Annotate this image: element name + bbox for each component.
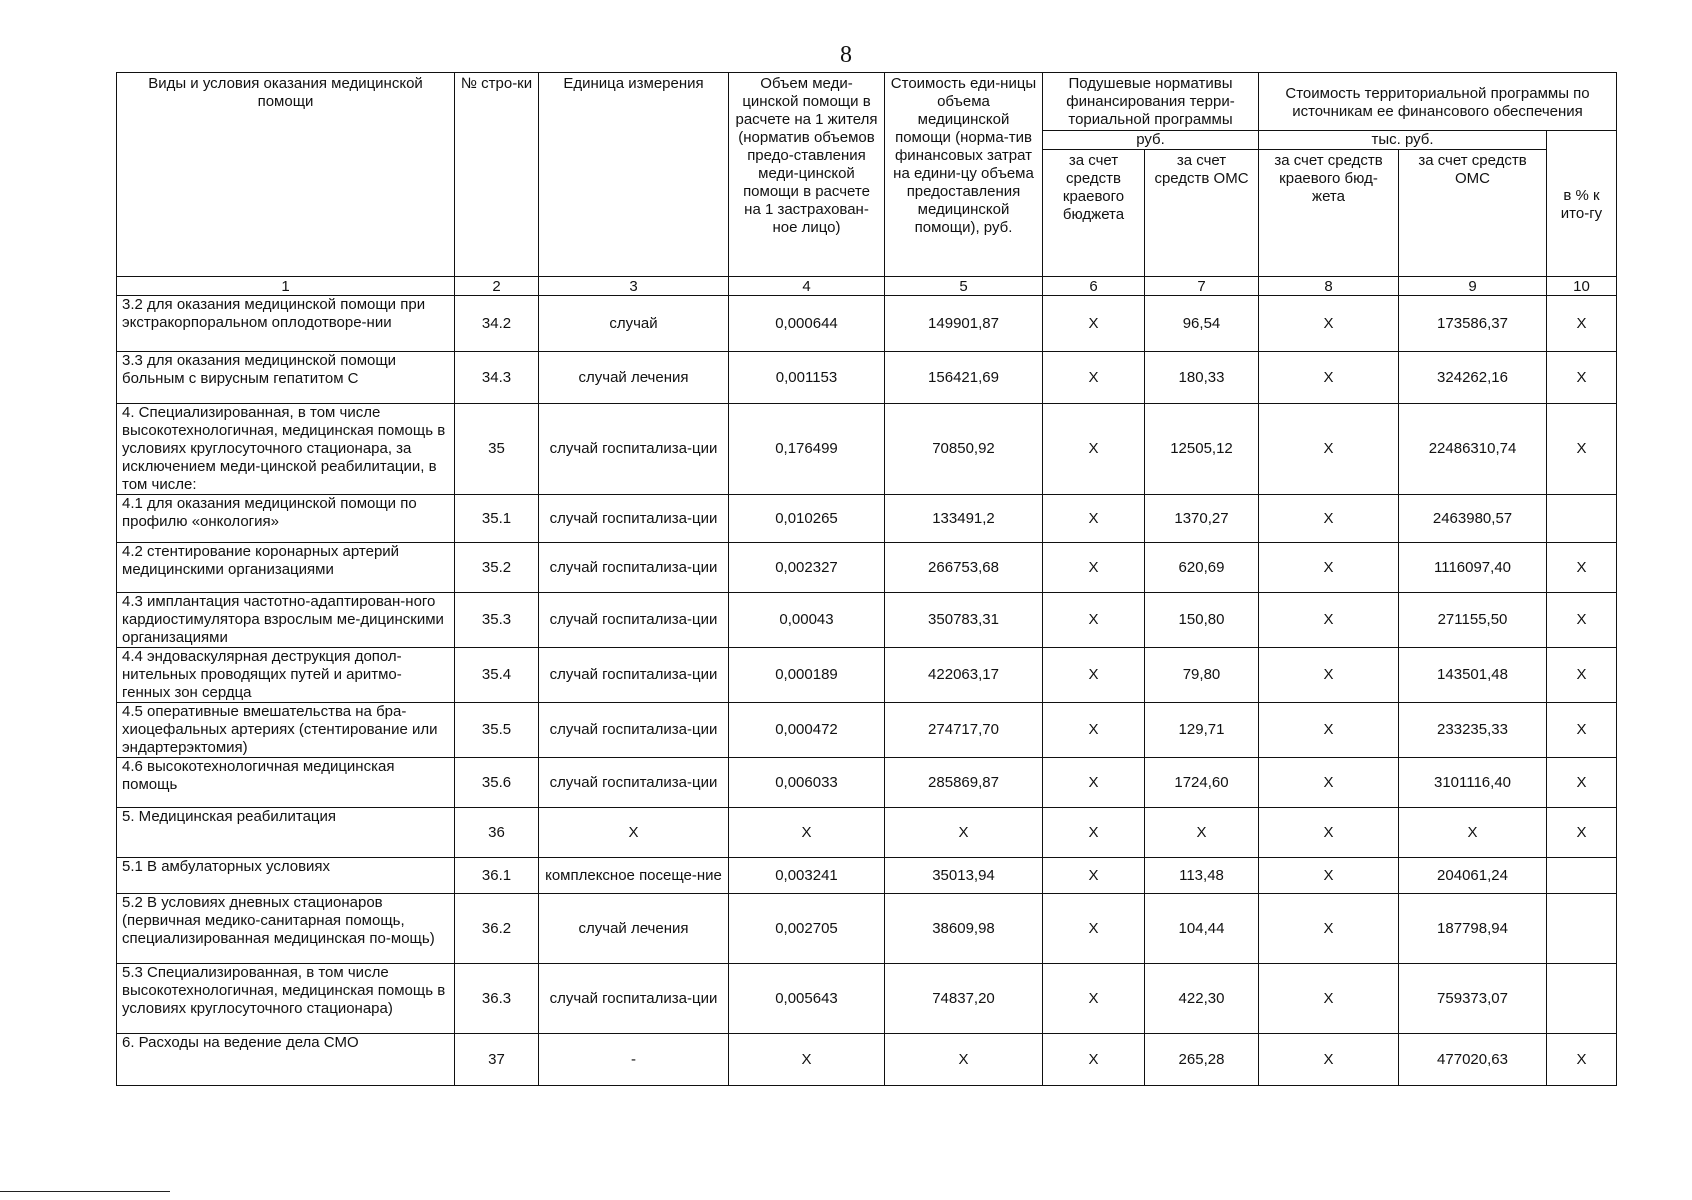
row-unit: случай госпитализа-ции bbox=[539, 404, 729, 495]
table-row bbox=[117, 352, 1617, 404]
row-percent bbox=[1547, 964, 1617, 1034]
row-unit: случай госпитализа-ции bbox=[539, 593, 729, 648]
row-oms-per-capita: 12505,12 bbox=[1145, 404, 1259, 495]
row-oms-per-capita: 620,69 bbox=[1145, 543, 1259, 593]
row-unit-cost: 350783,31 bbox=[885, 593, 1043, 648]
row-oms-total: 233235,33 bbox=[1399, 703, 1547, 758]
column-number: 7 bbox=[1145, 277, 1259, 296]
column-number: 9 bbox=[1399, 277, 1547, 296]
row-budget-per-capita: Х bbox=[1043, 543, 1145, 593]
row-oms-per-capita: 422,30 bbox=[1145, 964, 1259, 1034]
row-service-name: 4.6 высокотехнологичная медицинская помощь bbox=[117, 758, 455, 808]
row-budget-per-capita: Х bbox=[1043, 703, 1145, 758]
row-budget-per-capita: Х bbox=[1043, 495, 1145, 543]
row-unit: случай госпитализа-ции bbox=[539, 758, 729, 808]
table-row bbox=[117, 894, 1617, 964]
row-line-number: 34.2 bbox=[455, 296, 539, 352]
row-volume: 0,002327 bbox=[729, 543, 885, 593]
row-budget-per-capita: Х bbox=[1043, 808, 1145, 858]
row-line-number: 35.4 bbox=[455, 648, 539, 703]
table-row bbox=[117, 648, 1617, 703]
row-percent: Х bbox=[1547, 352, 1617, 404]
row-service-name: 5. Медицинская реабилитация bbox=[117, 808, 455, 858]
row-unit: случай лечения bbox=[539, 352, 729, 404]
financing-table bbox=[116, 72, 1617, 1086]
row-service-name: 5.2 В условиях дневных стационаров (первичная медико-санитарная помощь, специализированная медицинская по-мощь) bbox=[117, 894, 455, 964]
table-row bbox=[117, 593, 1617, 648]
row-oms-per-capita: Х bbox=[1145, 808, 1259, 858]
table-row bbox=[117, 296, 1617, 352]
row-budget-total: Х bbox=[1259, 543, 1399, 593]
row-budget-total: Х bbox=[1259, 495, 1399, 543]
row-budget-per-capita: Х bbox=[1043, 593, 1145, 648]
header-volume: Объем меди-цинской помощи в расчете на 1 жителя (норматив объемов предо-ставления меди-цинской помощи в расчете на 1 застрахован-ное лицо) bbox=[729, 73, 885, 277]
table-row bbox=[117, 404, 1617, 495]
row-budget-total: Х bbox=[1259, 296, 1399, 352]
header-per-capita-group: Подушевые нормативы финансирования терри-ториальной программы bbox=[1043, 73, 1259, 131]
row-budget-total: Х bbox=[1259, 352, 1399, 404]
row-volume: Х bbox=[729, 808, 885, 858]
row-percent: Х bbox=[1547, 648, 1617, 703]
row-oms-per-capita: 150,80 bbox=[1145, 593, 1259, 648]
row-percent bbox=[1547, 894, 1617, 964]
row-unit-cost: 70850,92 bbox=[885, 404, 1043, 495]
row-unit: случай госпитализа-ции bbox=[539, 703, 729, 758]
row-line-number: 35.1 bbox=[455, 495, 539, 543]
row-volume: 0,00043 bbox=[729, 593, 885, 648]
row-oms-total: 324262,16 bbox=[1399, 352, 1547, 404]
row-percent: Х bbox=[1547, 593, 1617, 648]
row-budget-total: Х bbox=[1259, 593, 1399, 648]
row-service-name: 3.3 для оказания медицинской помощи больным с вирусным гепатитом С bbox=[117, 352, 455, 404]
row-volume: 0,002705 bbox=[729, 894, 885, 964]
row-service-name: 4.4 эндоваскулярная деструкция допол-нительных проводящих путей и аритмо-генных зон сердца bbox=[117, 648, 455, 703]
row-budget-total: Х bbox=[1259, 894, 1399, 964]
row-oms-total: 3101116,40 bbox=[1399, 758, 1547, 808]
column-number: 4 bbox=[729, 277, 885, 296]
row-service-name: 5.1 В амбулаторных условиях bbox=[117, 858, 455, 894]
row-volume: 0,176499 bbox=[729, 404, 885, 495]
row-unit-cost: 422063,17 bbox=[885, 648, 1043, 703]
row-oms-total: 271155,50 bbox=[1399, 593, 1547, 648]
header-percent: в % к ито-гу bbox=[1547, 131, 1617, 277]
row-service-name: 3.2 для оказания медицинской помощи при экстракорпоральном оплодотворе-нии bbox=[117, 296, 455, 352]
header-unit-thousand-rub: тыс. руб. bbox=[1259, 131, 1547, 150]
table-row bbox=[117, 703, 1617, 758]
column-number: 10 bbox=[1547, 277, 1617, 296]
row-oms-total: 2463980,57 bbox=[1399, 495, 1547, 543]
row-line-number: 36.3 bbox=[455, 964, 539, 1034]
row-service-name: 6. Расходы на ведение дела СМО bbox=[117, 1034, 455, 1086]
row-line-number: 35.3 bbox=[455, 593, 539, 648]
row-budget-per-capita: Х bbox=[1043, 964, 1145, 1034]
row-volume: 0,000189 bbox=[729, 648, 885, 703]
row-oms-total: 759373,07 bbox=[1399, 964, 1547, 1034]
table-row bbox=[117, 543, 1617, 593]
table-row bbox=[117, 495, 1617, 543]
row-line-number: 35.5 bbox=[455, 703, 539, 758]
column-number: 5 bbox=[885, 277, 1043, 296]
row-oms-total: 143501,48 bbox=[1399, 648, 1547, 703]
row-budget-total: Х bbox=[1259, 858, 1399, 894]
column-number: 3 bbox=[539, 277, 729, 296]
row-percent: Х bbox=[1547, 1034, 1617, 1086]
row-percent: Х bbox=[1547, 758, 1617, 808]
row-oms-per-capita: 265,28 bbox=[1145, 1034, 1259, 1086]
header-budget-per-capita: за счет средств краевого бюджета bbox=[1043, 150, 1145, 277]
row-unit-cost: 35013,94 bbox=[885, 858, 1043, 894]
row-unit-cost: 74837,20 bbox=[885, 964, 1043, 1034]
row-volume: 0,003241 bbox=[729, 858, 885, 894]
row-oms-total: 1116097,40 bbox=[1399, 543, 1547, 593]
column-number: 2 bbox=[455, 277, 539, 296]
row-percent bbox=[1547, 858, 1617, 894]
row-budget-per-capita: Х bbox=[1043, 404, 1145, 495]
row-service-name: 4.3 имплантация частотно-адаптирован-ного кардиостимулятора взрослым ме-дицинскими организациями bbox=[117, 593, 455, 648]
row-oms-total: 22486310,74 bbox=[1399, 404, 1547, 495]
column-number: 8 bbox=[1259, 277, 1399, 296]
row-unit: - bbox=[539, 1034, 729, 1086]
row-volume: 0,000644 bbox=[729, 296, 885, 352]
row-volume: 0,010265 bbox=[729, 495, 885, 543]
row-unit-cost: Х bbox=[885, 808, 1043, 858]
table-row bbox=[117, 808, 1617, 858]
row-line-number: 37 bbox=[455, 1034, 539, 1086]
header-unit-rub: руб. bbox=[1043, 131, 1259, 150]
table-row bbox=[117, 1034, 1617, 1086]
row-budget-per-capita: Х bbox=[1043, 858, 1145, 894]
row-volume: 0,006033 bbox=[729, 758, 885, 808]
row-budget-total: Х bbox=[1259, 808, 1399, 858]
table-row bbox=[117, 758, 1617, 808]
row-oms-total: 204061,24 bbox=[1399, 858, 1547, 894]
row-oms-per-capita: 79,80 bbox=[1145, 648, 1259, 703]
row-unit: случай госпитализа-ции bbox=[539, 964, 729, 1034]
row-oms-total: 477020,63 bbox=[1399, 1034, 1547, 1086]
row-oms-total: 187798,94 bbox=[1399, 894, 1547, 964]
row-budget-total: Х bbox=[1259, 404, 1399, 495]
header-cost-group: Стоимость территориальной программы по источникам ее финансового обеспечения bbox=[1259, 73, 1617, 131]
row-unit-cost: 38609,98 bbox=[885, 894, 1043, 964]
row-budget-per-capita: Х bbox=[1043, 352, 1145, 404]
row-unit-cost: 133491,2 bbox=[885, 495, 1043, 543]
row-percent: Х bbox=[1547, 296, 1617, 352]
row-service-name: 4.5 оперативные вмешательства на бра-хиоцефальных артериях (стентирование или эндартерэктомия) bbox=[117, 703, 455, 758]
table-row bbox=[117, 858, 1617, 894]
row-oms-per-capita: 104,44 bbox=[1145, 894, 1259, 964]
header-oms-total: за счет средств ОМС bbox=[1399, 150, 1547, 277]
row-oms-per-capita: 113,48 bbox=[1145, 858, 1259, 894]
row-budget-total: Х bbox=[1259, 758, 1399, 808]
row-percent: Х bbox=[1547, 404, 1617, 495]
row-unit-cost: 149901,87 bbox=[885, 296, 1043, 352]
row-line-number: 36.1 bbox=[455, 858, 539, 894]
row-line-number: 35 bbox=[455, 404, 539, 495]
row-budget-total: Х bbox=[1259, 964, 1399, 1034]
row-oms-total: Х bbox=[1399, 808, 1547, 858]
row-service-name: 4.2 стентирование коронарных артерий медицинскими организациями bbox=[117, 543, 455, 593]
header-unit-cost: Стоимость еди-ницы объема медицинской помощи (норма-тив финансовых затрат на едини-цу объема предоставления медицинской помощи), руб. bbox=[885, 73, 1043, 277]
footer-divider bbox=[0, 1191, 170, 1192]
row-percent: Х bbox=[1547, 703, 1617, 758]
row-line-number: 34.3 bbox=[455, 352, 539, 404]
row-budget-per-capita: Х bbox=[1043, 296, 1145, 352]
header-services: Виды и условия оказания медицинской помощи bbox=[117, 73, 455, 277]
row-oms-per-capita: 129,71 bbox=[1145, 703, 1259, 758]
row-line-number: 35.6 bbox=[455, 758, 539, 808]
row-budget-per-capita: Х bbox=[1043, 758, 1145, 808]
row-service-name: 5.3 Специализированная, в том числе высокотехнологичная, медицинская помощь в условиях круглосуточного стационара) bbox=[117, 964, 455, 1034]
row-unit: комплексное посеще-ние bbox=[539, 858, 729, 894]
row-unit-cost: 274717,70 bbox=[885, 703, 1043, 758]
row-oms-total: 173586,37 bbox=[1399, 296, 1547, 352]
table-row bbox=[117, 964, 1617, 1034]
header-oms-per-capita: за счет средств ОМС bbox=[1145, 150, 1259, 277]
row-percent: Х bbox=[1547, 543, 1617, 593]
row-unit-cost: 156421,69 bbox=[885, 352, 1043, 404]
row-unit: случай госпитализа-ции bbox=[539, 495, 729, 543]
row-percent: Х bbox=[1547, 808, 1617, 858]
row-volume: Х bbox=[729, 1034, 885, 1086]
row-unit-cost: 285869,87 bbox=[885, 758, 1043, 808]
column-number: 6 bbox=[1043, 277, 1145, 296]
row-service-name: 4.1 для оказания медицинской помощи по профилю «онкология» bbox=[117, 495, 455, 543]
row-unit-cost: Х bbox=[885, 1034, 1043, 1086]
header-line-number: № стро-ки bbox=[455, 73, 539, 277]
row-percent bbox=[1547, 495, 1617, 543]
row-budget-total: Х bbox=[1259, 703, 1399, 758]
row-budget-per-capita: Х bbox=[1043, 894, 1145, 964]
header-unit: Единица измерения bbox=[539, 73, 729, 277]
row-budget-per-capita: Х bbox=[1043, 1034, 1145, 1086]
row-line-number: 35.2 bbox=[455, 543, 539, 593]
row-unit: случай госпитализа-ции bbox=[539, 543, 729, 593]
row-volume: 0,001153 bbox=[729, 352, 885, 404]
row-unit-cost: 266753,68 bbox=[885, 543, 1043, 593]
row-unit: случай лечения bbox=[539, 894, 729, 964]
column-number-row bbox=[117, 277, 1617, 296]
row-unit: Х bbox=[539, 808, 729, 858]
row-budget-total: Х bbox=[1259, 1034, 1399, 1086]
page-number: 8 bbox=[840, 42, 852, 68]
row-line-number: 36 bbox=[455, 808, 539, 858]
row-unit: случай bbox=[539, 296, 729, 352]
row-unit: случай госпитализа-ции bbox=[539, 648, 729, 703]
row-budget-per-capita: Х bbox=[1043, 648, 1145, 703]
row-budget-total: Х bbox=[1259, 648, 1399, 703]
column-number: 1 bbox=[117, 277, 455, 296]
row-oms-per-capita: 180,33 bbox=[1145, 352, 1259, 404]
row-volume: 0,005643 bbox=[729, 964, 885, 1034]
row-oms-per-capita: 1724,60 bbox=[1145, 758, 1259, 808]
row-oms-per-capita: 1370,27 bbox=[1145, 495, 1259, 543]
header-budget-total: за счет средств краевого бюд-жета bbox=[1259, 150, 1399, 277]
row-oms-per-capita: 96,54 bbox=[1145, 296, 1259, 352]
row-service-name: 4. Специализированная, в том числе высокотехнологичная, медицинская помощь в условиях круглосуточного стационара, за исключением меди-цинской реабилитации, в том числе: bbox=[117, 404, 455, 495]
row-line-number: 36.2 bbox=[455, 894, 539, 964]
row-volume: 0,000472 bbox=[729, 703, 885, 758]
